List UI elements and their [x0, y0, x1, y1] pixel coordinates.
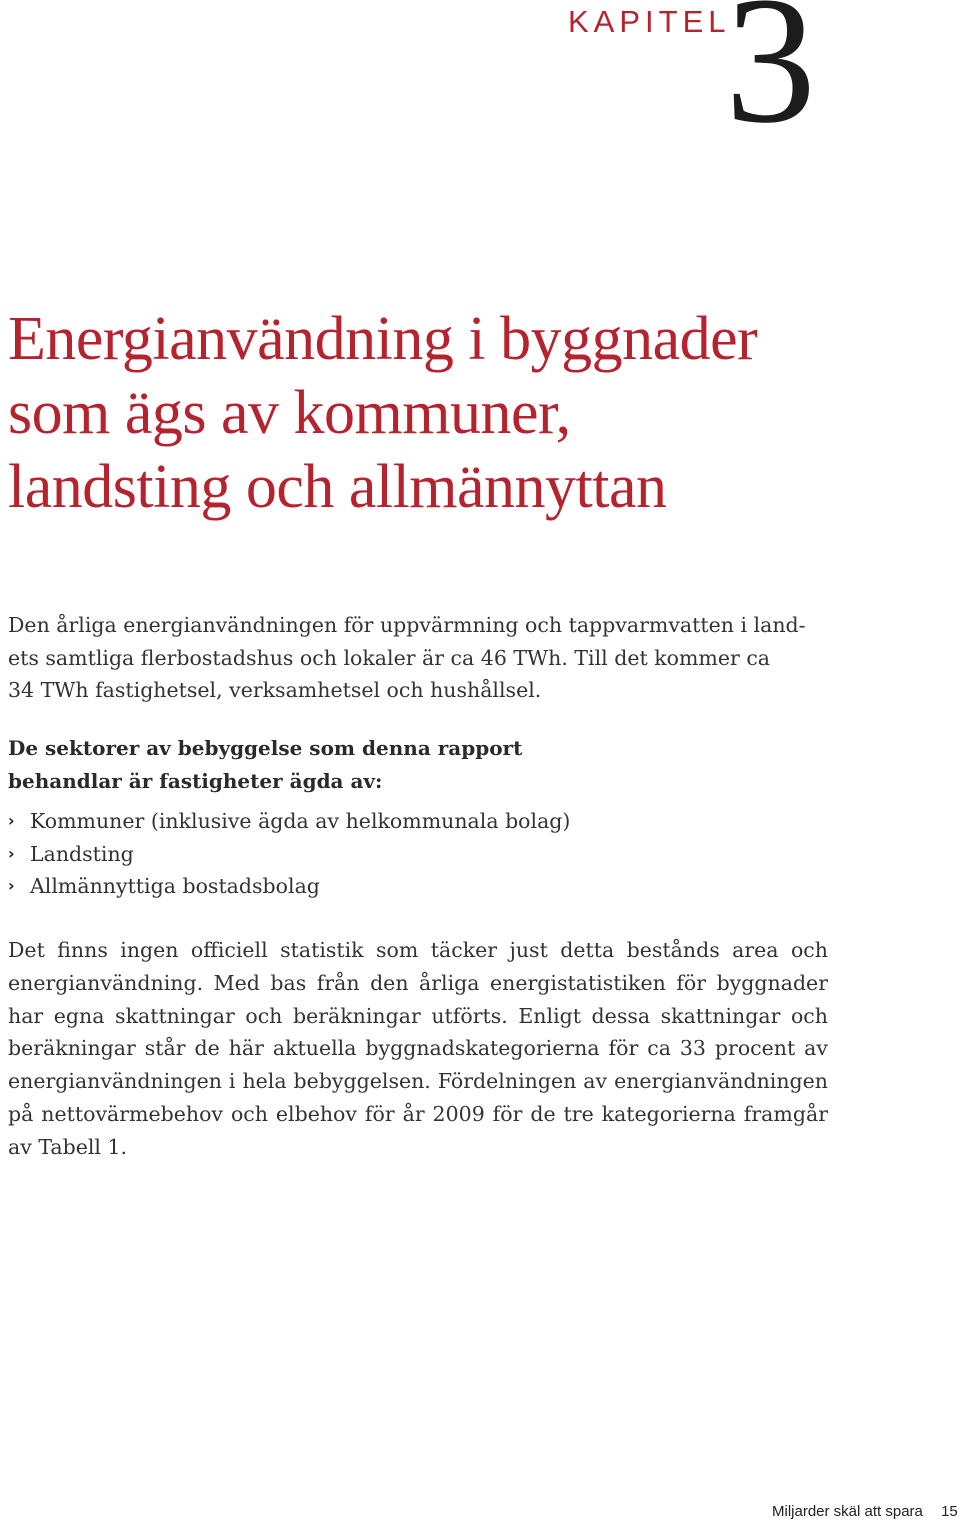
chapter-label: KAPITEL — [568, 4, 731, 39]
body-line: energianvändningen i hela bebyggelsen. Fördelningen av energianvändningen — [8, 1069, 828, 1094]
chevron-right-icon: › — [8, 843, 15, 863]
chevron-right-icon: › — [8, 876, 15, 895]
body-line: beräkningar står de här aktuella byggnadskategorierna för ca 33 procent av — [8, 1036, 828, 1061]
section-subheading — [8, 732, 828, 797]
list-item — [8, 838, 570, 871]
page-title — [8, 302, 938, 524]
list-item-text: Landsting — [30, 841, 134, 866]
publication-title: Miljarder skäl att spara — [772, 1503, 923, 1520]
body-line: på nettovärmebehov och elbehov för år 2009 för de tre kategorierna framgår — [8, 1101, 828, 1126]
body-line: av Tabell 1. — [8, 1134, 128, 1159]
chapter-number: 3 — [725, 0, 816, 161]
page-number: 15 — [941, 1503, 958, 1520]
intro-line: Den årliga energianvändningen för uppvärmning och tappvarmvatten i land- — [8, 613, 806, 637]
list-item — [8, 870, 570, 903]
list-item-text: Allmännyttiga bostadsbolag — [30, 874, 320, 898]
list-item — [8, 805, 570, 838]
subheading-line: De sektorer av bebyggelse som denna rapport — [8, 736, 523, 760]
page-footer — [772, 1503, 958, 1520]
intro-line: 34 TWh fastighetsel, verksamhetsel och hushållsel. — [8, 678, 542, 702]
body-paragraph — [8, 934, 828, 1164]
subheading-line: behandlar är fastigheter ägda av: — [8, 768, 383, 793]
title-line: landsting och allmännyttan — [8, 453, 667, 521]
list-item-text: Kommuner (inklusive ägda av helkommunala bolag) — [30, 809, 571, 833]
owner-category-list — [8, 805, 570, 903]
body-line: Det finns ingen officiell statistik som täcker just detta bestånds area och — [8, 938, 828, 962]
body-line: energianvändning. Med bas från den årliga energistatistiken för byggnader — [8, 970, 828, 995]
body-line: har egna skattningar och beräkningar utförts. Enligt dessa skattningar och — [8, 1003, 828, 1028]
intro-line: ets samtliga flerbostadshus och lokaler är ca 46 TWh. Till det kommer ca — [8, 645, 771, 670]
title-line: Energianvändning i byggnader — [8, 305, 758, 373]
chevron-right-icon: › — [8, 811, 15, 830]
title-line: som ägs av kommuner, — [8, 379, 571, 447]
intro-paragraph — [8, 609, 828, 707]
